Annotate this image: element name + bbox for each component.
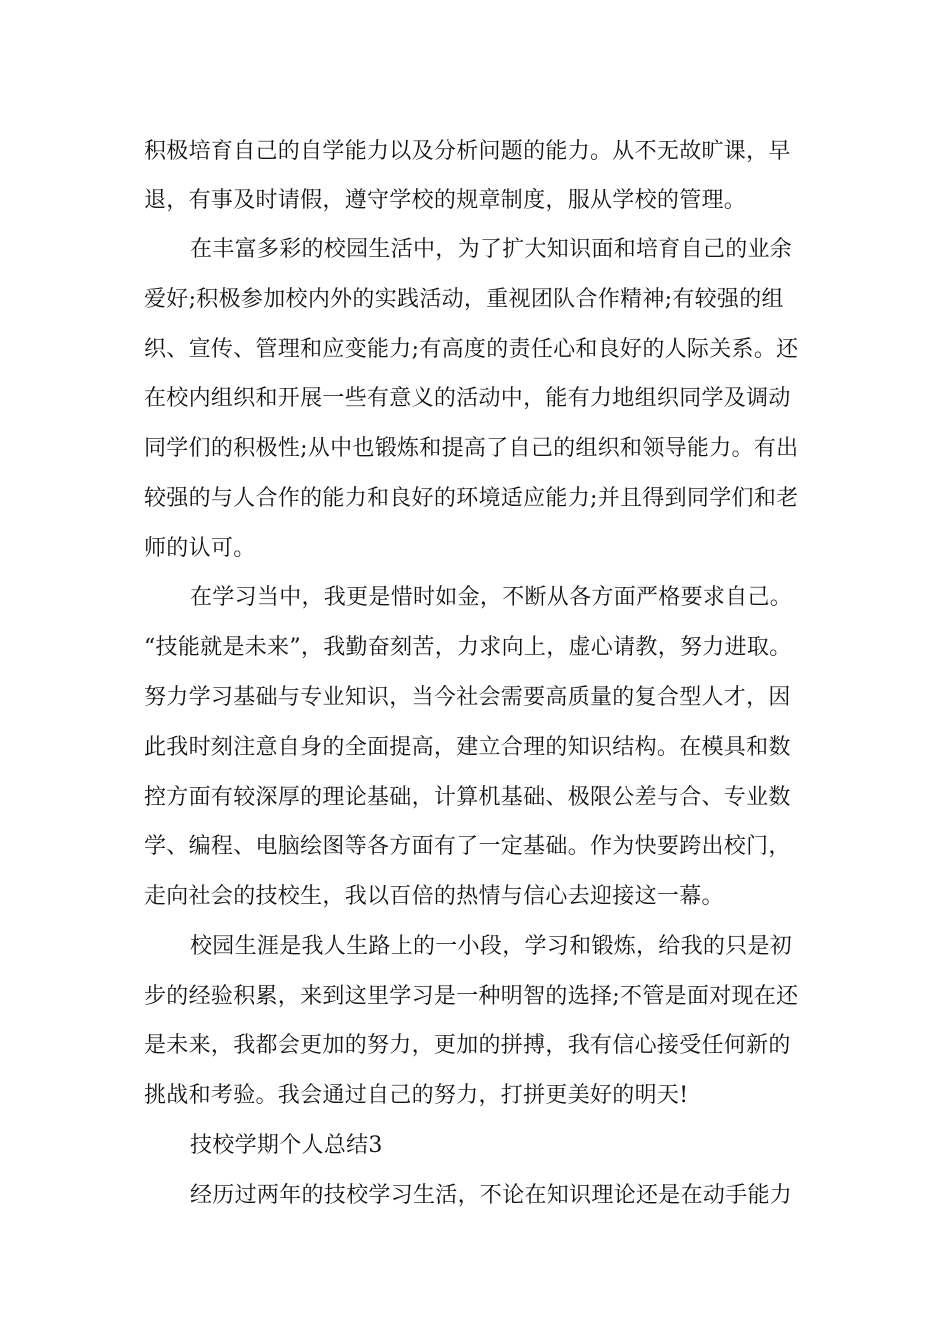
text-line: 此我时刻注意自身的全面提高，建立合理的知识结构。在模具和数 [144, 735, 791, 760]
text-line: 织、宣传、管理和应变能力;有高度的责任心和良好的人际关系。还 [144, 337, 799, 362]
text-line: 学、编程、电脑绘图等各方面有了一定基础。作为快要跨出校门， [144, 834, 791, 859]
section-heading: 技校学期个人总结3 [190, 1133, 383, 1158]
text-line: 在校内组织和开展一些有意义的活动中，能有力地组织同学及调动 [144, 386, 791, 411]
text-line: 较强的与人合作的能力和良好的环境适应能力;并且得到同学们和老 [144, 486, 799, 511]
text-line: 同学们的积极性;从中也锻炼和提高了自己的组织和领导能力。有出 [144, 436, 799, 461]
text-line: 步的经验积累，来到这里学习是一种明智的选择;不管是面对现在还 [144, 984, 799, 1009]
text-line: 是未来，我都会更加的努力，更加的拼搏，我有信心接受任何新的 [144, 1033, 791, 1058]
text-line: 走向社会的技校生，我以百倍的热情与信心去迎接这一幕。 [144, 884, 724, 909]
text-line: 控方面有较深厚的理论基础，计算机基础、极限公差与合、专业数 [144, 785, 791, 810]
text-line: 积极培育自己的自学能力以及分析问题的能力。从不无故旷课，早 [144, 139, 791, 164]
paragraph-start-line: 校园生涯是我人生路上的一小段，学习和锻炼，给我的只是初 [190, 934, 793, 959]
paragraph-start-line: 经历过两年的技校学习生活，不论在知识理论还是在动手能力 [190, 1183, 793, 1208]
paragraph-start-line: 在学习当中，我更是惜时如金，不断从各方面严格要求自己。 [190, 585, 793, 610]
text-line: 师的认可。 [144, 536, 256, 561]
text-line: 退，有事及时请假，遵守学校的规章制度，服从学校的管理。 [144, 188, 747, 213]
paragraph-start-line: 在丰富多彩的校园生活中，为了扩大知识面和培育自己的业余 [190, 237, 793, 262]
text-line: 爱好;积极参加校内外的实践活动，重视团队合作精神;有较强的组 [144, 287, 784, 312]
text-line: “技能就是未来”，我勤奋刻苦，力求向上，虚心请教，努力进取。 [144, 635, 792, 660]
text-line: 挑战和考验。我会通过自己的努力，打拼更美好的明天! [144, 1083, 689, 1108]
text-line: 努力学习基础与专业知识，当今社会需要高质量的复合型人才，因 [144, 685, 791, 710]
